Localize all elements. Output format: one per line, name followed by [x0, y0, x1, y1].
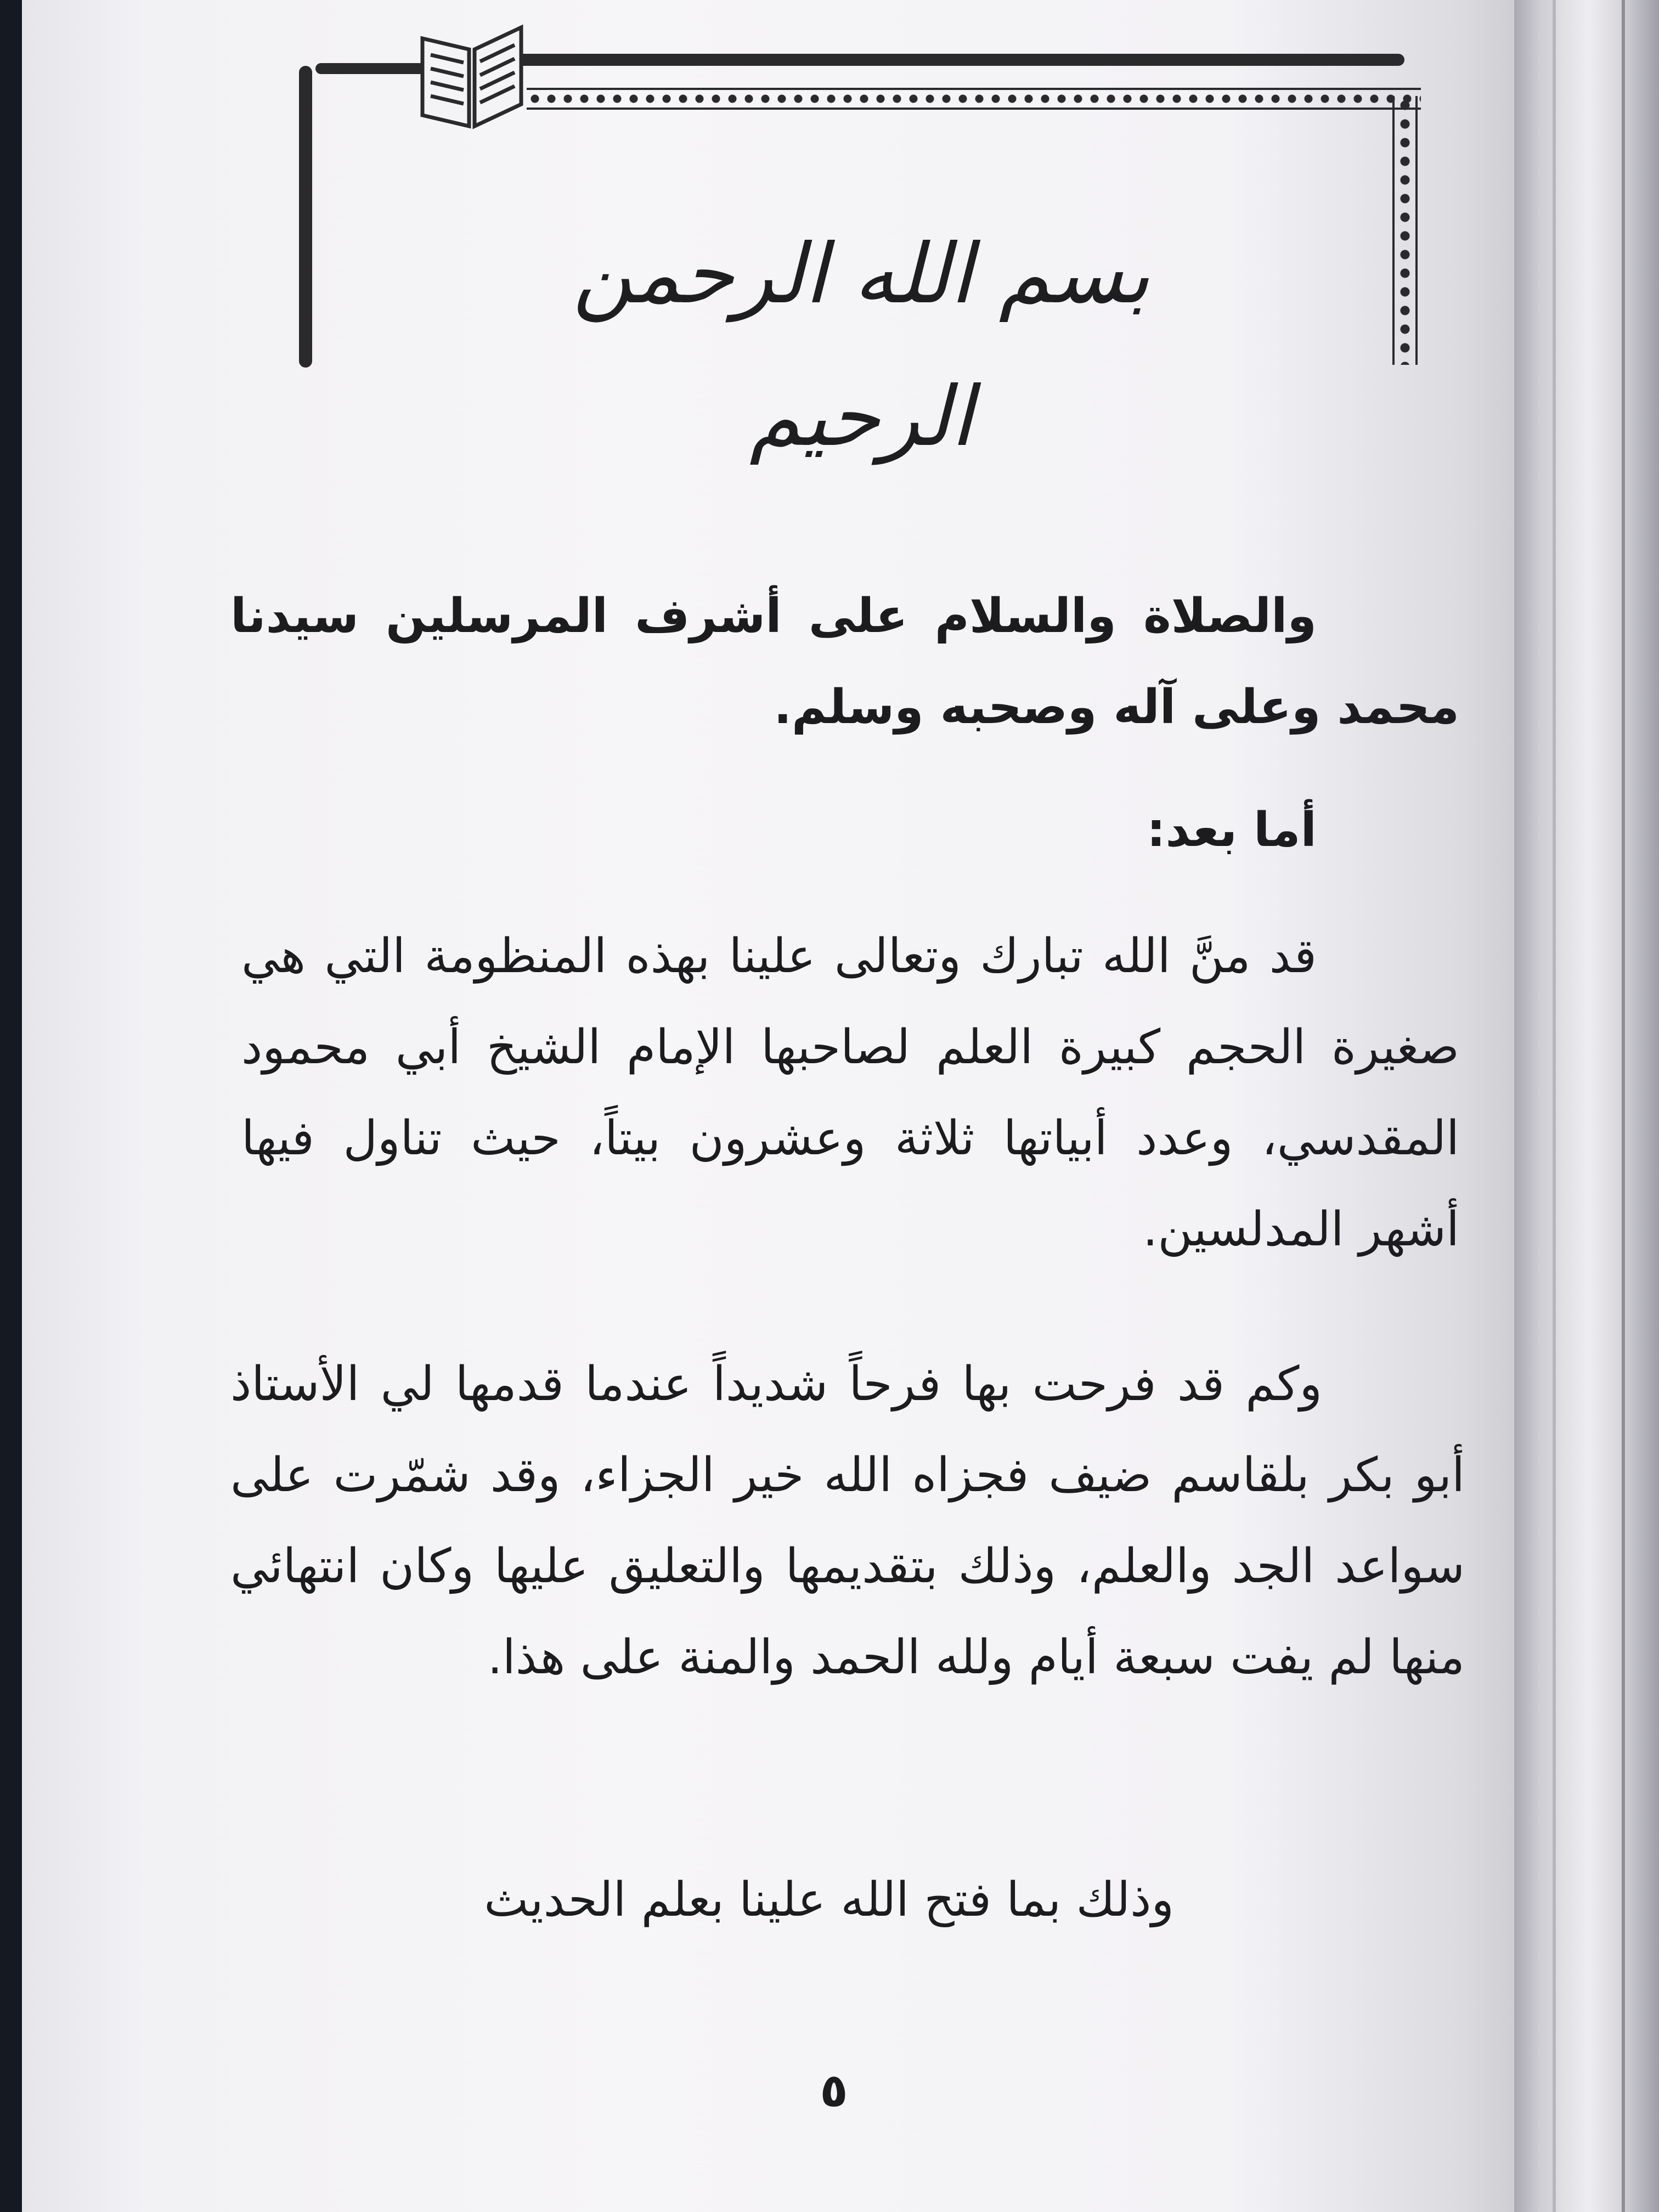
- adjacent-page-edge: [1514, 0, 1659, 2212]
- paragraph-2: وكم قد فرحت بها فرحاً شديداً عندما قدمها لي الأستاذ أبو بكر بلقاسم ضيف فجزاه الله خير الجزاء، وقد شمّرت على سواعد الجد والعلم، وذلك بتقديمها والتعليق عليها وكان انتهائي منها لم يفت سبعة أيام ولله الحمد والمنة على هذا.: [230, 1357, 1465, 1685]
- open-book-icon: [411, 16, 532, 137]
- opening-salutation: والصلاة والسلام على أشرف المرسلين سيدنا محمد وعلى آله وصحبه وسلم.: [230, 589, 1459, 735]
- book-page: [22, 0, 1536, 2212]
- side-dotted-border: [1392, 96, 1418, 365]
- paragraph-3: وذلك بما فتح الله علينا بعلم الحديث: [484, 1872, 1174, 1927]
- header-ornament-vertical-bar: [299, 66, 312, 368]
- page-edge-stack: [1553, 0, 1625, 2212]
- basmala-heading: بسم الله الرحمن الرحيم: [573, 227, 1150, 465]
- header-ornament-bar: [483, 54, 1404, 66]
- page-number: ٥: [820, 2063, 848, 2117]
- header-dotted-border: [527, 88, 1421, 110]
- section-intro: أما بعد:: [1147, 803, 1317, 857]
- paragraph-1: قد منَّ الله تبارك وتعالى علينا بهذه المنظومة التي هي صغيرة الحجم كبيرة العلم لصاحبها الإمام الشيخ أبي محمود المقدسي، وعدد أبياتها ثلاثة وعشرون بيتاً، حيث تناول فيها أشهر المدلسين.: [241, 929, 1459, 1257]
